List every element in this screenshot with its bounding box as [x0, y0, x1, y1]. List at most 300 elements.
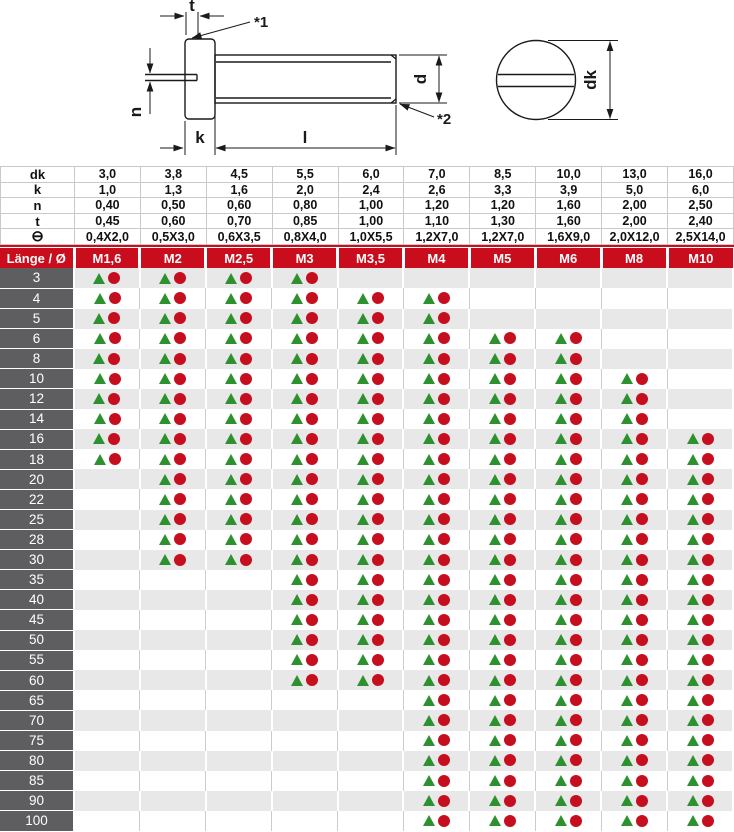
availability-cell [272, 369, 338, 389]
circle-marker-icon [240, 513, 252, 525]
triangle-marker-icon [489, 594, 501, 605]
triangle-marker-icon [621, 715, 633, 726]
availability-cell [469, 309, 535, 329]
availability-markers [291, 533, 318, 545]
availability-markers [159, 453, 186, 465]
circle-marker-icon [240, 433, 252, 445]
circle-marker-icon [702, 714, 714, 726]
circle-marker-icon [636, 433, 648, 445]
circle-marker-icon [570, 332, 582, 344]
circle-marker-icon [240, 473, 252, 485]
availability-markers [621, 393, 648, 405]
triangle-marker-icon [291, 273, 303, 284]
triangle-marker-icon [225, 313, 237, 324]
availability-cell [206, 731, 272, 751]
circle-marker-icon [438, 674, 450, 686]
availability-cell [403, 570, 469, 590]
circle-marker-icon [306, 634, 318, 646]
circle-marker-icon [108, 312, 120, 324]
length-label: 85 [0, 771, 74, 791]
triangle-marker-icon [357, 554, 369, 565]
triangle-marker-icon [291, 353, 303, 364]
triangle-marker-icon [225, 353, 237, 364]
spec-value: 0,60 [140, 213, 206, 229]
length-row-30 [0, 550, 733, 570]
availability-cell [338, 670, 404, 690]
triangle-marker-icon [357, 474, 369, 485]
availability-cell [74, 329, 140, 349]
availability-markers [291, 473, 318, 485]
triangle-marker-icon [357, 313, 369, 324]
availability-cell [140, 791, 206, 811]
spec-value: 4,5 [206, 167, 272, 183]
availability-cell [403, 811, 469, 831]
triangle-marker-icon [555, 353, 567, 364]
availability-cell [338, 369, 404, 389]
availability-cell [667, 369, 733, 389]
availability-markers [489, 614, 516, 626]
availability-markers [423, 292, 450, 304]
availability-markers [555, 453, 582, 465]
triangle-marker-icon [621, 373, 633, 384]
annotation-star1: *1 [254, 14, 269, 31]
availability-cell [403, 429, 469, 449]
availability-cell [206, 510, 272, 530]
availability-markers [357, 373, 384, 385]
availability-cell [535, 731, 601, 751]
triangle-marker-icon [621, 695, 633, 706]
triangle-marker-icon [93, 393, 105, 404]
availability-markers [159, 353, 186, 365]
triangle-marker-icon [357, 534, 369, 545]
spec-value: 1,2X7,0 [404, 229, 470, 245]
availability-cell [272, 309, 338, 329]
length-row-75 [0, 731, 733, 751]
spec-value: 5,0 [602, 182, 668, 198]
spec-value: 0,5X3,0 [140, 229, 206, 245]
circle-marker-icon [636, 413, 648, 425]
circle-marker-icon [240, 533, 252, 545]
availability-cell [74, 409, 140, 429]
availability-cell [535, 389, 601, 409]
availability-markers [489, 654, 516, 666]
circle-marker-icon [438, 353, 450, 365]
triangle-marker-icon [687, 634, 699, 645]
spec-value: 0,40 [75, 198, 141, 214]
spec-value: 2,6 [404, 182, 470, 198]
spec-value: 7,0 [404, 167, 470, 183]
availability-cell [601, 570, 667, 590]
circle-marker-icon [174, 433, 186, 445]
circle-marker-icon [240, 453, 252, 465]
availability-markers [357, 654, 384, 666]
availability-cell [338, 449, 404, 469]
triangle-marker-icon [489, 815, 501, 826]
availability-cell [272, 771, 338, 791]
triangle-marker-icon [489, 554, 501, 565]
availability-cell [469, 610, 535, 630]
spec-value: 5,5 [272, 167, 338, 183]
spec-value: 0,80 [272, 198, 338, 214]
spec-value: 2,5X14,0 [668, 229, 734, 245]
availability-cell [140, 670, 206, 690]
triangle-marker-icon [489, 373, 501, 384]
circle-marker-icon [174, 332, 186, 344]
availability-markers [489, 815, 516, 827]
triangle-marker-icon [489, 715, 501, 726]
spec-value: 13,0 [602, 167, 668, 183]
length-row-80 [0, 751, 733, 771]
availability-cell [601, 510, 667, 530]
availability-markers [423, 554, 450, 566]
length-row-3 [0, 268, 733, 288]
availability-cell [667, 288, 733, 308]
availability-markers [291, 413, 318, 425]
availability-cell [535, 309, 601, 329]
spec-value: 3,0 [75, 167, 141, 183]
circle-marker-icon [240, 353, 252, 365]
length-row-25 [0, 510, 733, 530]
availability-markers [423, 353, 450, 365]
circle-marker-icon [438, 332, 450, 344]
availability-markers [225, 272, 252, 284]
availability-cell [469, 288, 535, 308]
triangle-marker-icon [423, 554, 435, 565]
circle-marker-icon [306, 413, 318, 425]
triangle-marker-icon [423, 574, 435, 585]
corner-header: Länge / Ø [0, 248, 74, 268]
availability-cell [338, 570, 404, 590]
dim-label-n: n [126, 106, 145, 118]
triangle-marker-icon [687, 695, 699, 706]
column-header-M3_5: M3,5 [338, 248, 404, 268]
circle-marker-icon [174, 473, 186, 485]
length-row-16 [0, 429, 733, 449]
availability-markers [687, 614, 714, 626]
availability-cell [338, 731, 404, 751]
circle-marker-icon [438, 493, 450, 505]
triangle-marker-icon [621, 815, 633, 826]
circle-marker-icon [702, 754, 714, 766]
availability-cell [140, 530, 206, 550]
circle-marker-icon [306, 373, 318, 385]
availability-cell [74, 489, 140, 509]
availability-cell [535, 329, 601, 349]
triangle-marker-icon [93, 273, 105, 284]
triangle-marker-icon [94, 333, 106, 344]
availability-markers [291, 654, 318, 666]
length-row-50 [0, 630, 733, 650]
spec-row-dk [1, 167, 734, 183]
availability-cell [667, 449, 733, 469]
length-label: 50 [0, 630, 74, 650]
availability-cell [403, 710, 469, 730]
availability-markers [423, 574, 450, 586]
availability-cell [667, 510, 733, 530]
circle-marker-icon [636, 754, 648, 766]
triangle-marker-icon [687, 654, 699, 665]
triangle-marker-icon [423, 413, 435, 424]
circle-marker-icon [504, 493, 516, 505]
triangle-marker-icon [489, 514, 501, 525]
circle-marker-icon [109, 332, 121, 344]
circle-marker-icon [438, 795, 450, 807]
availability-cell [206, 369, 272, 389]
circle-marker-icon [438, 775, 450, 787]
availability-markers [555, 594, 582, 606]
spec-value: 1,2X7,0 [470, 229, 536, 245]
circle-marker-icon [570, 473, 582, 485]
circle-marker-icon [504, 393, 516, 405]
circle-marker-icon [306, 533, 318, 545]
circle-marker-icon [636, 493, 648, 505]
triangle-marker-icon [621, 514, 633, 525]
spec-value: 3,8 [140, 167, 206, 183]
availability-cell [338, 791, 404, 811]
triangle-marker-icon [621, 634, 633, 645]
triangle-marker-icon [291, 433, 303, 444]
availability-cell [206, 329, 272, 349]
triangle-marker-icon [687, 594, 699, 605]
availability-cell [601, 791, 667, 811]
availability-cell [667, 751, 733, 771]
circle-marker-icon [570, 614, 582, 626]
availability-markers [94, 413, 121, 425]
circle-marker-icon [504, 674, 516, 686]
circle-marker-icon [109, 413, 121, 425]
availability-cell [469, 731, 535, 751]
availability-markers [357, 574, 384, 586]
availability-markers [94, 332, 121, 344]
circle-marker-icon [504, 332, 516, 344]
spec-value: 16,0 [668, 167, 734, 183]
triangle-marker-icon [291, 675, 303, 686]
circle-marker-icon [372, 373, 384, 385]
availability-markers [489, 734, 516, 746]
availability-cell [206, 811, 272, 831]
circle-marker-icon [306, 654, 318, 666]
circle-marker-icon [306, 332, 318, 344]
spec-value: 1,0X5,5 [338, 229, 404, 245]
triangle-marker-icon [291, 614, 303, 625]
triangle-marker-icon [357, 353, 369, 364]
availability-cell [140, 510, 206, 530]
circle-marker-icon [306, 473, 318, 485]
availability-cell [601, 751, 667, 771]
triangle-marker-icon [423, 373, 435, 384]
triangle-marker-icon [225, 454, 237, 465]
circle-marker-icon [636, 795, 648, 807]
length-row-4 [0, 288, 733, 308]
circle-marker-icon [108, 393, 120, 405]
triangle-marker-icon [555, 594, 567, 605]
availability-markers [489, 433, 516, 445]
availability-cell [74, 630, 140, 650]
triangle-marker-icon [621, 534, 633, 545]
spec-row-n [1, 198, 734, 214]
availability-cell [74, 570, 140, 590]
triangle-marker-icon [555, 333, 567, 344]
availability-cell [206, 570, 272, 590]
circle-marker-icon [306, 513, 318, 525]
circle-marker-icon [636, 533, 648, 545]
availability-markers [687, 634, 714, 646]
triangle-marker-icon [555, 574, 567, 585]
availability-cell [272, 349, 338, 369]
availability-cell [469, 409, 535, 429]
availability-cell [667, 811, 733, 831]
availability-markers [555, 614, 582, 626]
triangle-marker-icon [225, 534, 237, 545]
triangle-marker-icon [555, 815, 567, 826]
length-row-45 [0, 610, 733, 630]
availability-cell [601, 731, 667, 751]
triangle-marker-icon [159, 474, 171, 485]
circle-marker-icon [570, 554, 582, 566]
availability-cell [535, 510, 601, 530]
availability-markers [687, 754, 714, 766]
availability-cell [535, 710, 601, 730]
triangle-marker-icon [225, 494, 237, 505]
availability-markers [555, 513, 582, 525]
triangle-marker-icon [423, 313, 435, 324]
availability-cell [667, 610, 733, 630]
triangle-marker-icon [555, 474, 567, 485]
triangle-marker-icon [423, 534, 435, 545]
circle-marker-icon [702, 433, 714, 445]
circle-marker-icon [570, 594, 582, 606]
availability-cell [601, 771, 667, 791]
availability-cell [74, 309, 140, 329]
spec-row-label-k: k [1, 182, 75, 198]
availability-cell [74, 610, 140, 630]
triangle-marker-icon [555, 393, 567, 404]
availability-cell [338, 690, 404, 710]
availability-cell [601, 590, 667, 610]
circle-marker-icon [372, 533, 384, 545]
triangle-marker-icon [423, 474, 435, 485]
availability-markers [621, 754, 648, 766]
column-header-M8: M8 [601, 248, 667, 268]
availability-markers [291, 614, 318, 626]
triangle-marker-icon [291, 594, 303, 605]
triangle-marker-icon [555, 755, 567, 766]
availability-markers [225, 292, 252, 304]
spec-value: 2,00 [602, 198, 668, 214]
availability-markers [291, 332, 318, 344]
availability-cell [140, 449, 206, 469]
spec-row-label-dk: dk [1, 167, 75, 183]
triangle-marker-icon [489, 474, 501, 485]
availability-cell [469, 550, 535, 570]
availability-markers [291, 292, 318, 304]
availability-cell [338, 590, 404, 610]
availability-cell [140, 489, 206, 509]
spec-value: 10,0 [536, 167, 602, 183]
availability-cell [403, 791, 469, 811]
circle-marker-icon [240, 332, 252, 344]
availability-cell [469, 751, 535, 771]
circle-marker-icon [702, 453, 714, 465]
circle-marker-icon [174, 353, 186, 365]
availability-cell [140, 409, 206, 429]
availability-markers [423, 714, 450, 726]
availability-markers [489, 332, 516, 344]
circle-marker-icon [636, 634, 648, 646]
column-header-M6: M6 [535, 248, 601, 268]
availability-cell [206, 288, 272, 308]
availability-markers [489, 393, 516, 405]
availability-markers [291, 353, 318, 365]
availability-cell [469, 429, 535, 449]
triangle-marker-icon [423, 614, 435, 625]
availability-markers [225, 332, 252, 344]
availability-cell [667, 389, 733, 409]
triangle-marker-icon [555, 695, 567, 706]
availability-markers [357, 353, 384, 365]
availability-cell [140, 771, 206, 791]
availability-cell [206, 670, 272, 690]
triangle-marker-icon [357, 373, 369, 384]
length-row-28 [0, 530, 733, 550]
circle-marker-icon [306, 674, 318, 686]
availability-cell [535, 469, 601, 489]
length-row-70 [0, 710, 733, 730]
length-row-60 [0, 670, 733, 690]
circle-marker-icon [504, 594, 516, 606]
circle-marker-icon [636, 614, 648, 626]
availability-markers [687, 795, 714, 807]
availability-cell [206, 751, 272, 771]
circle-marker-icon [438, 373, 450, 385]
triangle-marker-icon [225, 413, 237, 424]
length-row-65 [0, 690, 733, 710]
availability-cell [601, 489, 667, 509]
triangle-marker-icon [159, 373, 171, 384]
circle-marker-icon [438, 292, 450, 304]
availability-cell [272, 630, 338, 650]
length-label: 60 [0, 670, 74, 690]
availability-markers [687, 473, 714, 485]
availability-markers [423, 433, 450, 445]
availability-markers [93, 312, 120, 324]
triangle-marker-icon [555, 795, 567, 806]
availability-markers [357, 533, 384, 545]
availability-markers [159, 373, 186, 385]
circle-marker-icon [306, 353, 318, 365]
triangle-marker-icon [357, 393, 369, 404]
length-row-85 [0, 771, 733, 791]
circle-marker-icon [438, 554, 450, 566]
triangle-marker-icon [489, 333, 501, 344]
availability-cell [535, 530, 601, 550]
availability-cell [601, 329, 667, 349]
availability-markers [555, 674, 582, 686]
length-label: 4 [0, 288, 74, 308]
availability-cell [667, 409, 733, 429]
circle-marker-icon [372, 634, 384, 646]
circle-marker-icon [174, 272, 186, 284]
spec-value: 2,40 [668, 213, 734, 229]
availability-cell [469, 771, 535, 791]
availability-cell [601, 650, 667, 670]
availability-cell [469, 590, 535, 610]
spec-value: 1,00 [338, 198, 404, 214]
availability-cell [601, 530, 667, 550]
circle-marker-icon [372, 594, 384, 606]
availability-cell [601, 670, 667, 690]
circle-marker-icon [438, 533, 450, 545]
